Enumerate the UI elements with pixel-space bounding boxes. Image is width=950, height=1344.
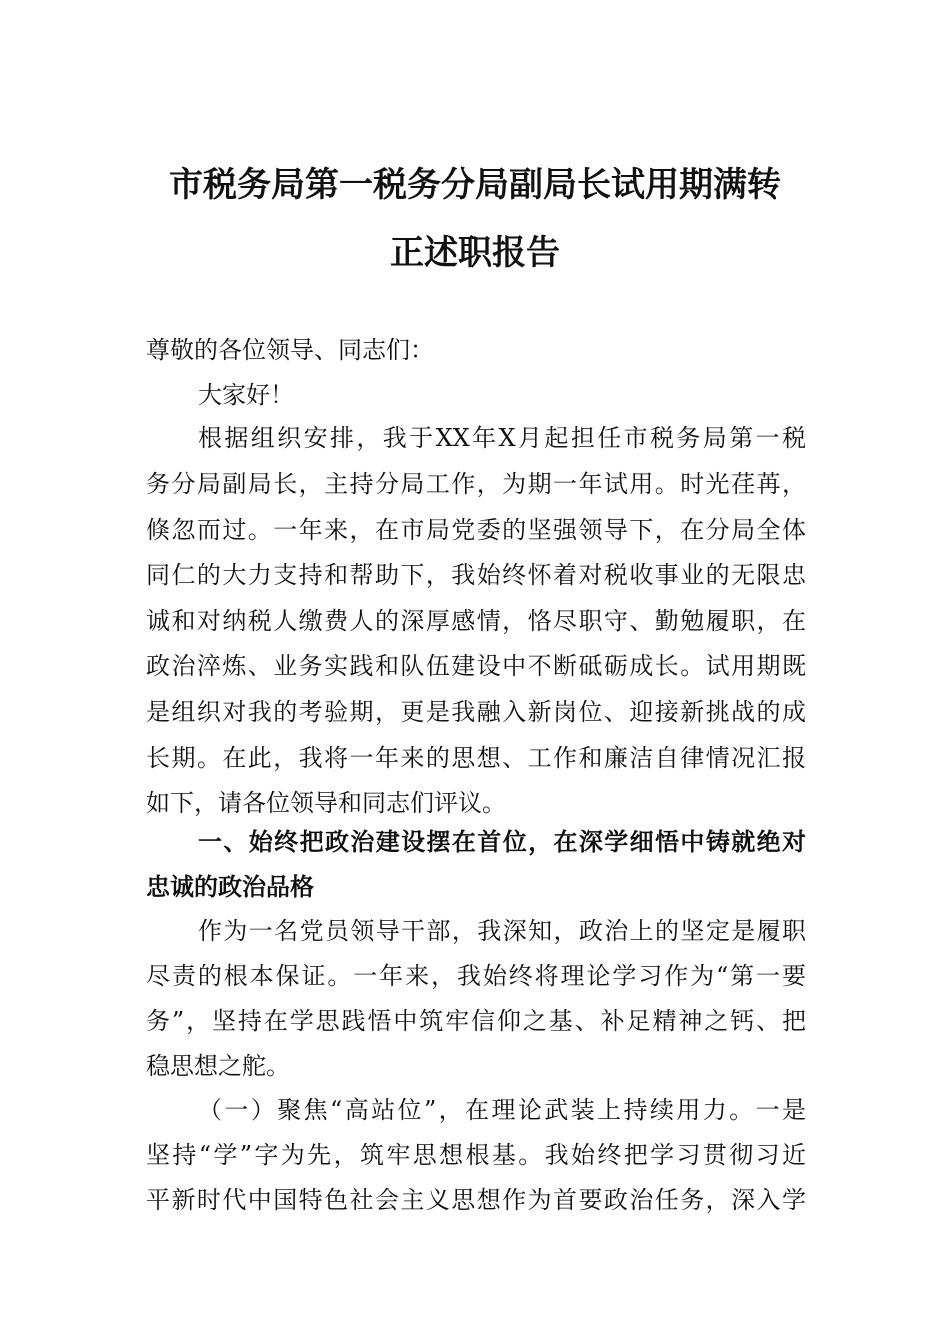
text-line: 尽责的根本保证。一年来，我始终将理论学习作为“第一要	[146, 962, 806, 990]
text-line: 务”，坚持在学思践悟中筑牢信仰之基、补足精神之钙、把	[146, 1007, 806, 1035]
text-line: （一）聚焦“高站位”，在理论武装上持续用力。一是	[198, 1096, 806, 1124]
text-line: 稳思想之舵。	[146, 1052, 290, 1080]
text-line: 如下，请各位领导和同志们评议。	[146, 789, 506, 817]
text-line: 务分局副局长，主持分局工作，为期一年试用。时光荏苒，	[146, 470, 806, 498]
text-line: 平新时代中国特色社会主义思想作为首要政治任务，深入学	[146, 1186, 806, 1214]
text-line: 根据组织安排，我于XX年X月起担任市税务局第一税	[198, 424, 806, 452]
heading-line: 一、始终把政治建设摆在首位，在深学细悟中铸就绝对	[198, 828, 806, 856]
text-line: 长期。在此，我将一年来的思想、工作和廉洁自律情况汇报	[146, 744, 806, 772]
text-line: 诚和对纳税人缴费人的深厚感情，恪尽职守、勤勉履职，在	[146, 607, 806, 635]
text-line: 政治淬炼、业务实践和队伍建设中不断砥砺成长。试用期既	[146, 652, 806, 680]
text-line: 倏忽而过。一年来，在市局党委的坚强领导下，在分局全体	[146, 516, 806, 544]
heading-line: 忠诚的政治品格	[146, 873, 314, 901]
greeting: 大家好！	[198, 381, 294, 409]
salutation: 尊敬的各位领导、同志们：	[146, 336, 434, 364]
text-line: 作为一名党员领导干部，我深知，政治上的坚定是履职	[198, 917, 806, 945]
text-line: 坚持“学”字为先，筑牢思想根基。我始终把学习贯彻习近	[146, 1141, 806, 1169]
document-title-line-2: 正述职报告	[390, 233, 560, 273]
text-line: 是组织对我的考验期，更是我融入新岗位、迎接新挑战的成	[146, 698, 806, 726]
text-line: 同仁的大力支持和帮助下，我始终怀着对税收事业的无限忠	[146, 561, 806, 589]
document-title-line-1: 市税务局第一税务分局副局长试用期满转	[169, 165, 781, 205]
